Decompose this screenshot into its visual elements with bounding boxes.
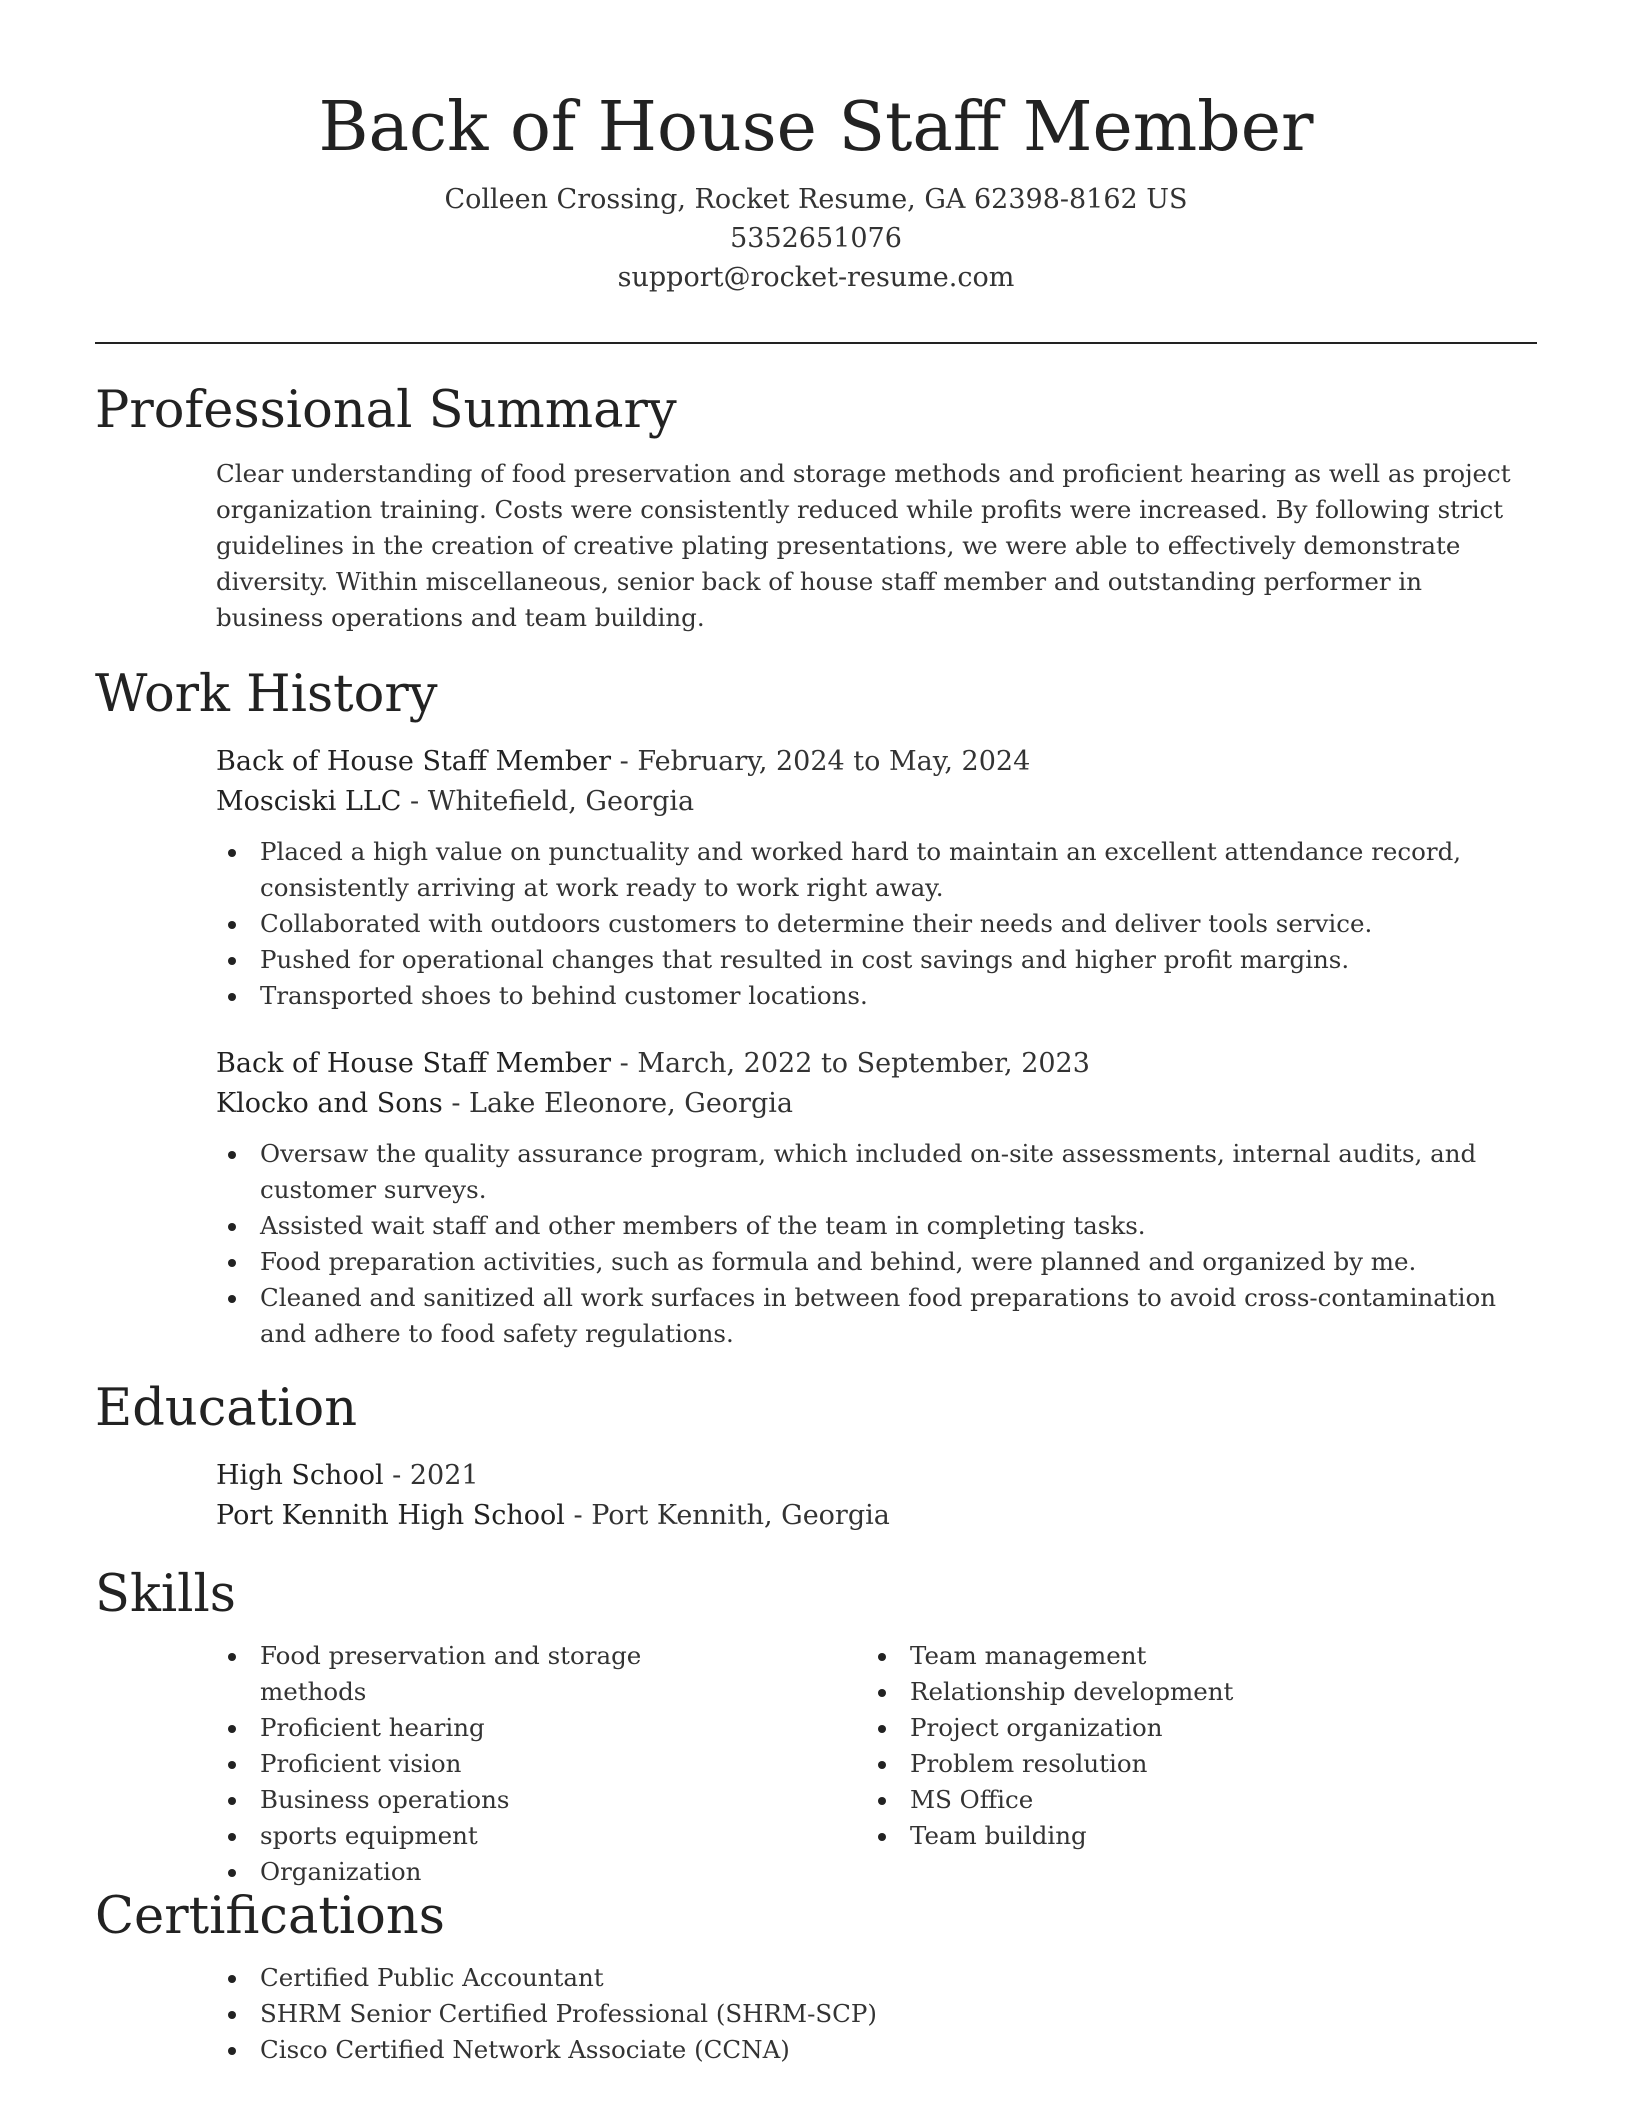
list-item: Cisco Certified Network Associate (CCNA) — [260, 2032, 1537, 2068]
summary-text: Clear understanding of food preservation and storage methods and proficient hearing as well as project organization training. Costs were consistently reduced while profits were increased. By following strict guidelines in the creation of creative plating presentations, we were able to effectively demonstrate diversity. Within miscellaneous, senior back of house staff member and outstanding performer in business operations and team building. — [216, 459, 1511, 632]
education-degree: High School — [216, 1460, 384, 1491]
skills-list — [745, 1638, 1345, 1854]
education-section — [95, 1378, 1537, 1536]
list-item: MS Office — [910, 1782, 1345, 1818]
job-company-line — [216, 1084, 1537, 1124]
job-entry — [95, 1044, 1537, 1352]
list-item: Proficient vision — [260, 1746, 745, 1782]
skills-section — [95, 1564, 1537, 1890]
list-item: Team management — [910, 1638, 1345, 1674]
job-location: - Lake Eleonore, Georgia — [442, 1088, 793, 1119]
skills-column — [95, 1638, 745, 1890]
header-divider — [95, 342, 1537, 344]
section-title: Skills — [95, 1565, 236, 1624]
section-title: Work History — [95, 665, 438, 724]
resume-header — [0, 82, 1632, 297]
job-title-line — [216, 742, 1537, 782]
list-item: Proficient hearing — [260, 1710, 745, 1746]
job-company: Klocko and Sons — [216, 1088, 443, 1119]
contact-info — [0, 180, 1632, 297]
job-dates: - March, 2022 to September, 2023 — [611, 1048, 1090, 1079]
skills-column — [745, 1638, 1345, 1890]
skills-grid — [95, 1638, 1537, 1890]
list-item: Organization — [260, 1854, 745, 1890]
education-degree-line — [216, 1456, 1537, 1496]
list-item: Collaborated with outdoors customers to determine their needs and deliver tools service. — [260, 906, 1537, 942]
list-item: SHRM Senior Certified Professional (SHRM-SCP) — [260, 1996, 1537, 2032]
list-item: Placed a high value on punctuality and worked hard to maintain an excellent attendance record, consistently arriving at work ready to work right away. — [260, 834, 1537, 906]
list-item: Assisted wait staff and other members of the team in completing tasks. — [260, 1208, 1537, 1244]
work-history-section — [95, 664, 1537, 1352]
job-role: Back of House Staff Member — [216, 1048, 612, 1079]
list-item: sports equipment — [260, 1818, 745, 1854]
summary-section — [95, 380, 1537, 636]
list-item: Certified Public Accountant — [260, 1960, 1537, 1996]
list-item: Food preparation activities, such as formula and behind, were planned and organized by me. — [260, 1244, 1537, 1280]
job-entry — [95, 742, 1537, 1014]
job-bullets — [95, 834, 1537, 1014]
job-company: Mosciski LLC — [216, 786, 402, 817]
list-item: Relationship development — [910, 1674, 1345, 1710]
candidate-name: Back of House Staff Member — [318, 88, 1314, 167]
list-item: Problem resolution — [910, 1746, 1345, 1782]
list-item: Business operations — [260, 1782, 745, 1818]
certifications-list — [95, 1960, 1537, 2068]
list-item: Pushed for operational changes that resulted in cost savings and higher profit margins. — [260, 942, 1537, 978]
list-item: Team building — [910, 1818, 1345, 1854]
section-title: Education — [95, 1379, 358, 1438]
address: Colleen Crossing, Rocket Resume, GA 62398-8162 US — [444, 184, 1188, 215]
list-item: Food preservation and storage methods — [260, 1638, 745, 1710]
section-title: Professional Summary — [95, 381, 677, 440]
job-location: - Whitefield, Georgia — [401, 786, 695, 817]
certifications-section — [95, 1886, 1537, 2068]
education-school: Port Kennith High School — [216, 1500, 565, 1531]
phone: 5352651076 — [730, 223, 902, 254]
job-company-line — [216, 782, 1537, 822]
list-item: Cleaned and sanitized all work surfaces in between food preparations to avoid cross-contamination and adhere to food safety regulations. — [260, 1280, 1537, 1352]
job-dates: - February, 2024 to May, 2024 — [611, 746, 1031, 777]
education-location: - Port Kennith, Georgia — [564, 1500, 890, 1531]
list-item: Project organization — [910, 1710, 1345, 1746]
education-year: - 2021 — [383, 1460, 479, 1491]
job-title-line — [216, 1044, 1537, 1084]
email: support@rocket-resume.com — [617, 262, 1015, 293]
job-role: Back of House Staff Member — [216, 746, 612, 777]
section-title: Certifications — [95, 1887, 445, 1946]
education-school-line — [216, 1496, 1537, 1536]
skills-list — [95, 1638, 745, 1890]
job-bullets — [95, 1136, 1537, 1352]
list-item: Transported shoes to behind customer locations. — [260, 978, 1537, 1014]
list-item: Oversaw the quality assurance program, which included on-site assessments, internal audits, and customer surveys. — [260, 1136, 1537, 1208]
